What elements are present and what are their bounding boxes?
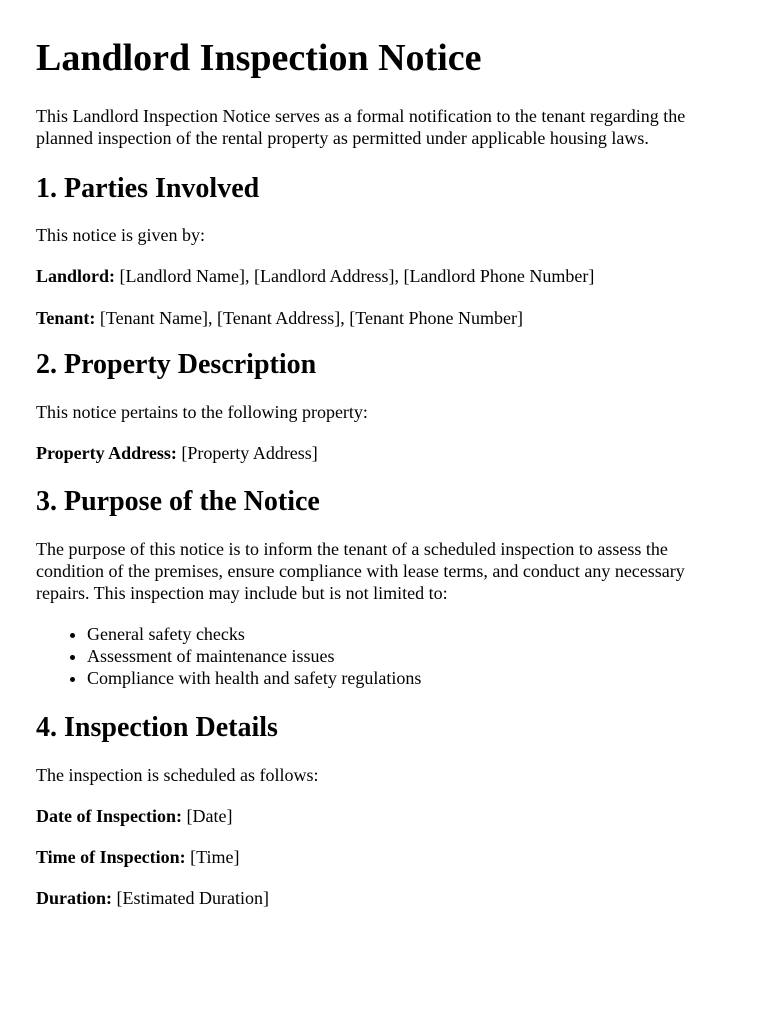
list-item: • Assessment of maintenance issues	[87, 645, 734, 667]
tenant-value: [Tenant Name], [Tenant Address], [Tenant Phone Number]	[99, 308, 523, 328]
property-address-value: [Property Address]	[181, 443, 318, 463]
inspection-date-value: [Date]	[186, 806, 233, 826]
landlord-line	[36, 265, 734, 287]
property-address-label: Property Address:	[36, 443, 177, 463]
section-heading-inspection: 4. Inspection Details	[36, 712, 278, 743]
inspection-time-value: [Time]	[190, 847, 240, 867]
page-title: Landlord Inspection Notice	[36, 37, 482, 79]
inspection-duration-line	[36, 887, 734, 909]
inspection-lead-text: The inspection is scheduled as follows:	[36, 765, 319, 785]
tenant-label: Tenant:	[36, 308, 96, 328]
inspection-time-label: Time of Inspection:	[36, 847, 186, 867]
section-heading-purpose: 3. Purpose of the Notice	[36, 486, 320, 517]
property-lead-text: This notice pertains to the following property:	[36, 402, 368, 422]
intro-paragraph: This Landlord Inspection Notice serves as a formal notification to the tenant regarding the planned inspection of the rental property as permitted under applicable housing laws.	[36, 106, 686, 148]
inspection-date-label: Date of Inspection:	[36, 806, 182, 826]
inspection-time-line	[36, 846, 734, 868]
section-heading-parties: 1. Parties Involved	[36, 173, 260, 204]
property-address-line	[36, 442, 734, 464]
parties-lead-text: This notice is given by:	[36, 225, 205, 245]
landlord-value: [Landlord Name], [Landlord Address], [Landlord Phone Number]	[119, 266, 595, 286]
purpose-paragraph: The purpose of this notice is to inform the tenant of a scheduled inspection to assess the condition of the premises, ensure compliance with lease terms, and conduct any necessary repairs. This inspection may include but is not limited to:	[36, 539, 685, 603]
inspection-duration-value: [Estimated Duration]	[116, 888, 269, 908]
inspection-duration-label: Duration:	[36, 888, 112, 908]
section-heading-property: 2. Property Description	[36, 349, 317, 380]
tenant-line	[36, 307, 734, 329]
list-item: • General safety checks	[87, 623, 734, 645]
list-item: • Compliance with health and safety regulations	[87, 667, 734, 689]
inspection-date-line	[36, 805, 734, 827]
landlord-label: Landlord:	[36, 266, 116, 286]
purpose-list	[36, 623, 734, 689]
